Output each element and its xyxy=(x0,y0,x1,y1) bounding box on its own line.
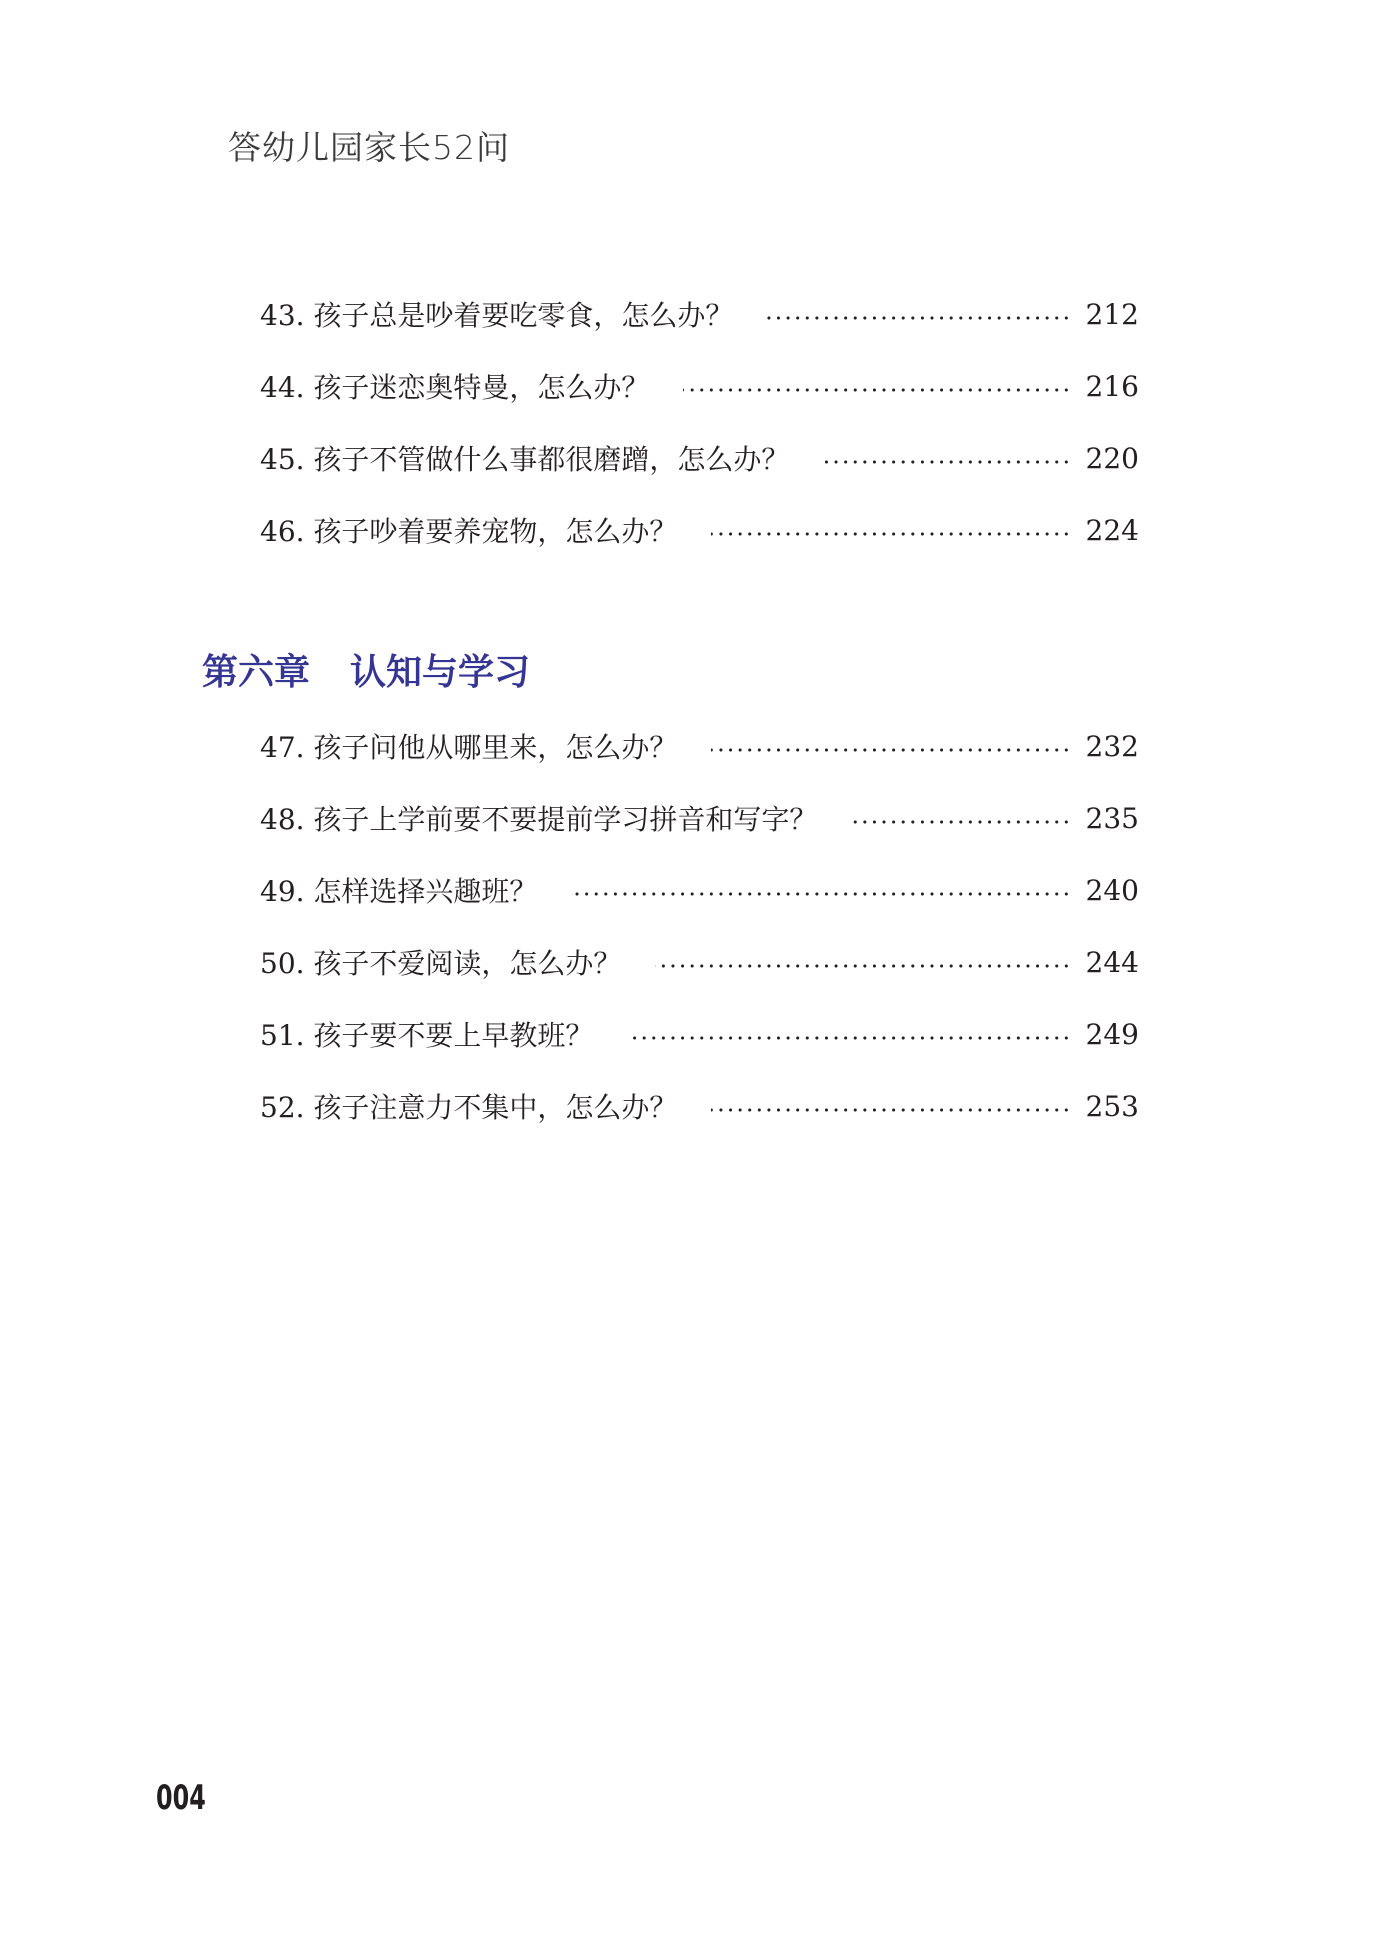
chapter-number: 第六章 xyxy=(202,652,311,693)
toc-entry[interactable] xyxy=(260,1010,1139,1058)
toc-entry-title: 48. 孩子上学前要不要提前学习拼音和写字？ xyxy=(260,803,818,836)
toc-entry-page-number: 232 xyxy=(1085,729,1139,763)
dot-leader xyxy=(571,892,1071,896)
toc-entry-page-number: 224 xyxy=(1085,513,1139,547)
toc-entry[interactable] xyxy=(260,362,1139,410)
dot-leader xyxy=(711,532,1071,536)
toc-entry-title: 47. 孩子问他从哪里来，怎么办？ xyxy=(260,731,678,764)
toc-entry[interactable] xyxy=(260,938,1139,986)
dot-leader xyxy=(823,460,1071,464)
toc-entry[interactable] xyxy=(260,866,1139,914)
toc-entry-title: 51. 孩子要不要上早教班？ xyxy=(260,1019,594,1052)
toc-entry[interactable] xyxy=(260,290,1139,338)
dot-leader xyxy=(851,820,1071,824)
toc-entry[interactable] xyxy=(260,434,1139,482)
toc-entry-page-number: 235 xyxy=(1085,801,1139,835)
dot-leader xyxy=(655,964,1071,968)
toc-entry-title: 50. 孩子不爱阅读，怎么办？ xyxy=(260,947,622,980)
dot-leader xyxy=(767,316,1071,320)
toc-entry-page-number: 216 xyxy=(1085,369,1139,403)
dot-leader xyxy=(711,748,1071,752)
toc-entry-title: 49. 怎样选择兴趣班？ xyxy=(260,875,538,908)
toc-entry-page-number: 212 xyxy=(1085,297,1139,331)
toc-entry-page-number: 253 xyxy=(1085,1089,1139,1123)
toc-entry-title: 52. 孩子注意力不集中，怎么办？ xyxy=(260,1091,678,1124)
toc-entry[interactable] xyxy=(260,722,1139,770)
toc-entry-page-number: 244 xyxy=(1085,945,1139,979)
toc-entry[interactable] xyxy=(260,506,1139,554)
dot-leader xyxy=(627,1036,1071,1040)
toc-entry[interactable] xyxy=(260,794,1139,842)
chapter-title: 认知与学习 xyxy=(350,652,531,693)
toc-entry-title: 44. 孩子迷恋奥特曼，怎么办？ xyxy=(260,371,650,404)
toc-entry-page-number: 220 xyxy=(1085,441,1139,475)
toc-entry-title: 46. 孩子吵着要养宠物，怎么办？ xyxy=(260,515,678,548)
toc-entry-page-number: 249 xyxy=(1085,1017,1139,1051)
dot-leader xyxy=(683,388,1071,392)
toc-entry-title: 43. 孩子总是吵着要吃零食，怎么办？ xyxy=(260,299,734,332)
toc-entry-title: 45. 孩子不管做什么事都很磨蹭，怎么办？ xyxy=(260,443,790,476)
toc-entry[interactable] xyxy=(260,1082,1139,1130)
folio-page-number: 004 xyxy=(156,1778,206,1818)
running-header-book-title: 答幼儿园家长52问 xyxy=(228,128,510,167)
chapter-heading xyxy=(202,648,530,698)
dot-leader xyxy=(711,1108,1071,1112)
toc-entry-page-number: 240 xyxy=(1085,873,1139,907)
